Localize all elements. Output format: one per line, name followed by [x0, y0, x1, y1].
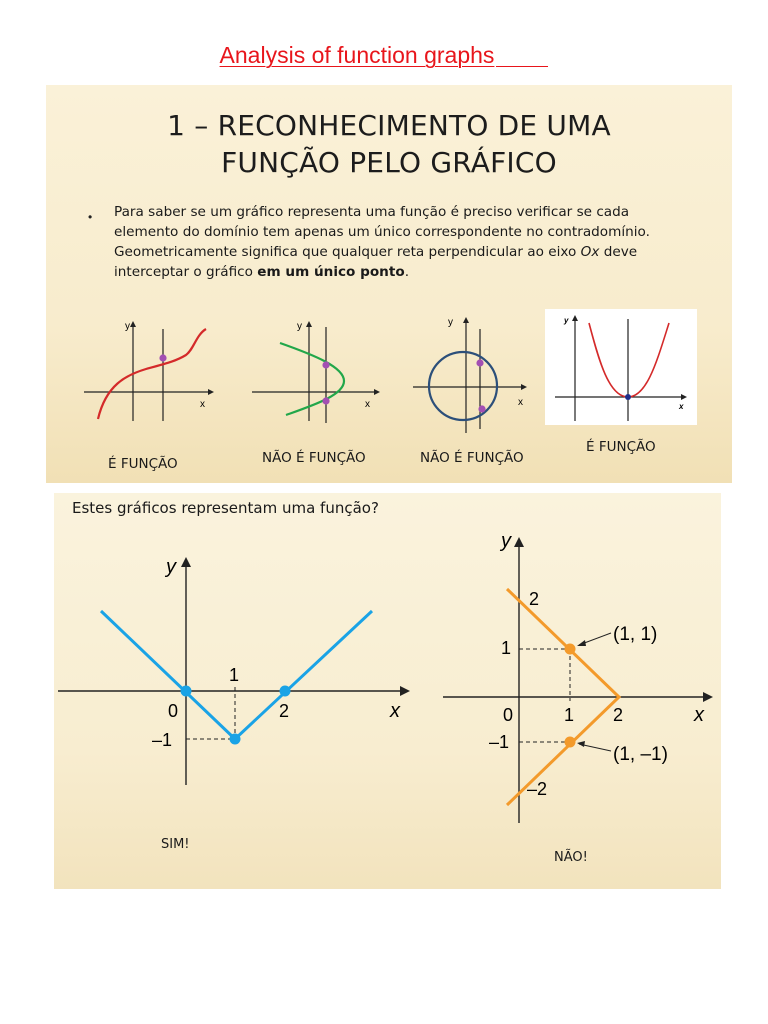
slide-function-recognition — [46, 85, 732, 483]
right-tick-ym1: –1 — [489, 732, 510, 752]
slide1-title-line2: FUNÇÃO PELO GRÁFICO — [221, 146, 557, 179]
graph-a-y-label: y — [125, 321, 130, 332]
verdict-right: NÃO! — [554, 850, 588, 865]
left-tick-1: 1 — [229, 665, 240, 685]
point-upper — [565, 644, 576, 655]
slide1-title — [46, 107, 732, 181]
right-tick-y2: 2 — [529, 589, 540, 609]
left-y-label: y — [166, 556, 176, 578]
graph-a-x-label: x — [200, 399, 205, 410]
graph-sideways-parabola — [244, 315, 384, 425]
caption-graph-b: NÃO É FUNÇÃO — [262, 450, 366, 466]
slide-function-question — [54, 493, 721, 889]
point-lower — [565, 737, 576, 748]
caption-graph-d: É FUNÇÃO — [586, 439, 656, 455]
bullet-line-3 — [114, 242, 724, 262]
intersection-dot — [322, 361, 329, 368]
document-title-text: Analysis of function graphs — [219, 42, 495, 68]
right-tick-ym2: –2 — [527, 779, 548, 799]
graph-absolute-value — [54, 543, 414, 793]
bullet-line-1: Para saber se um gráfico representa uma função é preciso verificar se cada — [114, 204, 630, 220]
intersection-dot — [322, 397, 329, 404]
left-tick-2: 2 — [279, 701, 290, 721]
right-tick-0: 0 — [503, 705, 514, 725]
intersection-dot — [476, 359, 483, 366]
right-tick-x2: 2 — [613, 705, 624, 725]
caption-graph-a: É FUNÇÃO — [108, 456, 178, 472]
document-title — [0, 42, 768, 69]
slide2-question: Estes gráficos representam uma função? — [72, 499, 379, 517]
left-tick-0: 0 — [168, 701, 179, 721]
right-x-label: x — [694, 704, 704, 726]
right-y-label: y — [501, 530, 511, 552]
point-vertex — [230, 734, 241, 745]
slide1-title-line1: 1 – RECONHECIMENTO DE UMA — [167, 109, 611, 142]
bullet-line-4 — [114, 262, 724, 282]
bullet-line-4c: . — [404, 264, 410, 280]
verdict-left: SIM! — [161, 837, 190, 852]
vertex-dot — [625, 394, 631, 400]
bullet-line-3c: deve — [599, 244, 638, 260]
graph-d-y-label: y — [564, 316, 569, 325]
graph-c-x-label: x — [518, 397, 523, 408]
bullet-text — [114, 202, 724, 282]
intersection-dot — [478, 405, 485, 412]
bullet-icon: • — [88, 210, 93, 224]
intersection-dot — [159, 354, 166, 361]
bullet-line-3b: Ox — [580, 244, 600, 260]
graph-sideways-v — [439, 527, 719, 827]
point-x2 — [280, 686, 291, 697]
bullet-line-3a: Geometricamente significa que qualquer reta perpendicular ao eixo — [114, 244, 581, 260]
graph-cubic-function — [76, 315, 216, 425]
right-tick-x1: 1 — [564, 705, 575, 725]
graph-circle — [411, 313, 551, 433]
caption-graph-c: NÃO É FUNÇÃO — [420, 450, 524, 466]
point-origin — [181, 686, 192, 697]
graph-b-y-label: y — [297, 321, 302, 332]
graph-b-x-label: x — [365, 399, 370, 410]
bullet-line-4b: em um único ponto — [257, 264, 405, 280]
right-point-lower-label: (1, –1) — [613, 744, 668, 765]
right-tick-y1: 1 — [501, 638, 512, 658]
bullet-line-2: elemento do domínio tem apenas um único correspondente no contradomínio. — [114, 224, 650, 240]
graph-parabola — [545, 309, 697, 425]
bullet-line-4a: interceptar o gráfico — [114, 264, 258, 280]
left-tick-minus1: –1 — [152, 730, 173, 750]
graph-c-y-label: y — [448, 317, 453, 328]
right-point-upper-label: (1, 1) — [613, 624, 658, 645]
graph-d-x-label: x — [679, 402, 684, 411]
left-x-label: x — [390, 700, 400, 722]
